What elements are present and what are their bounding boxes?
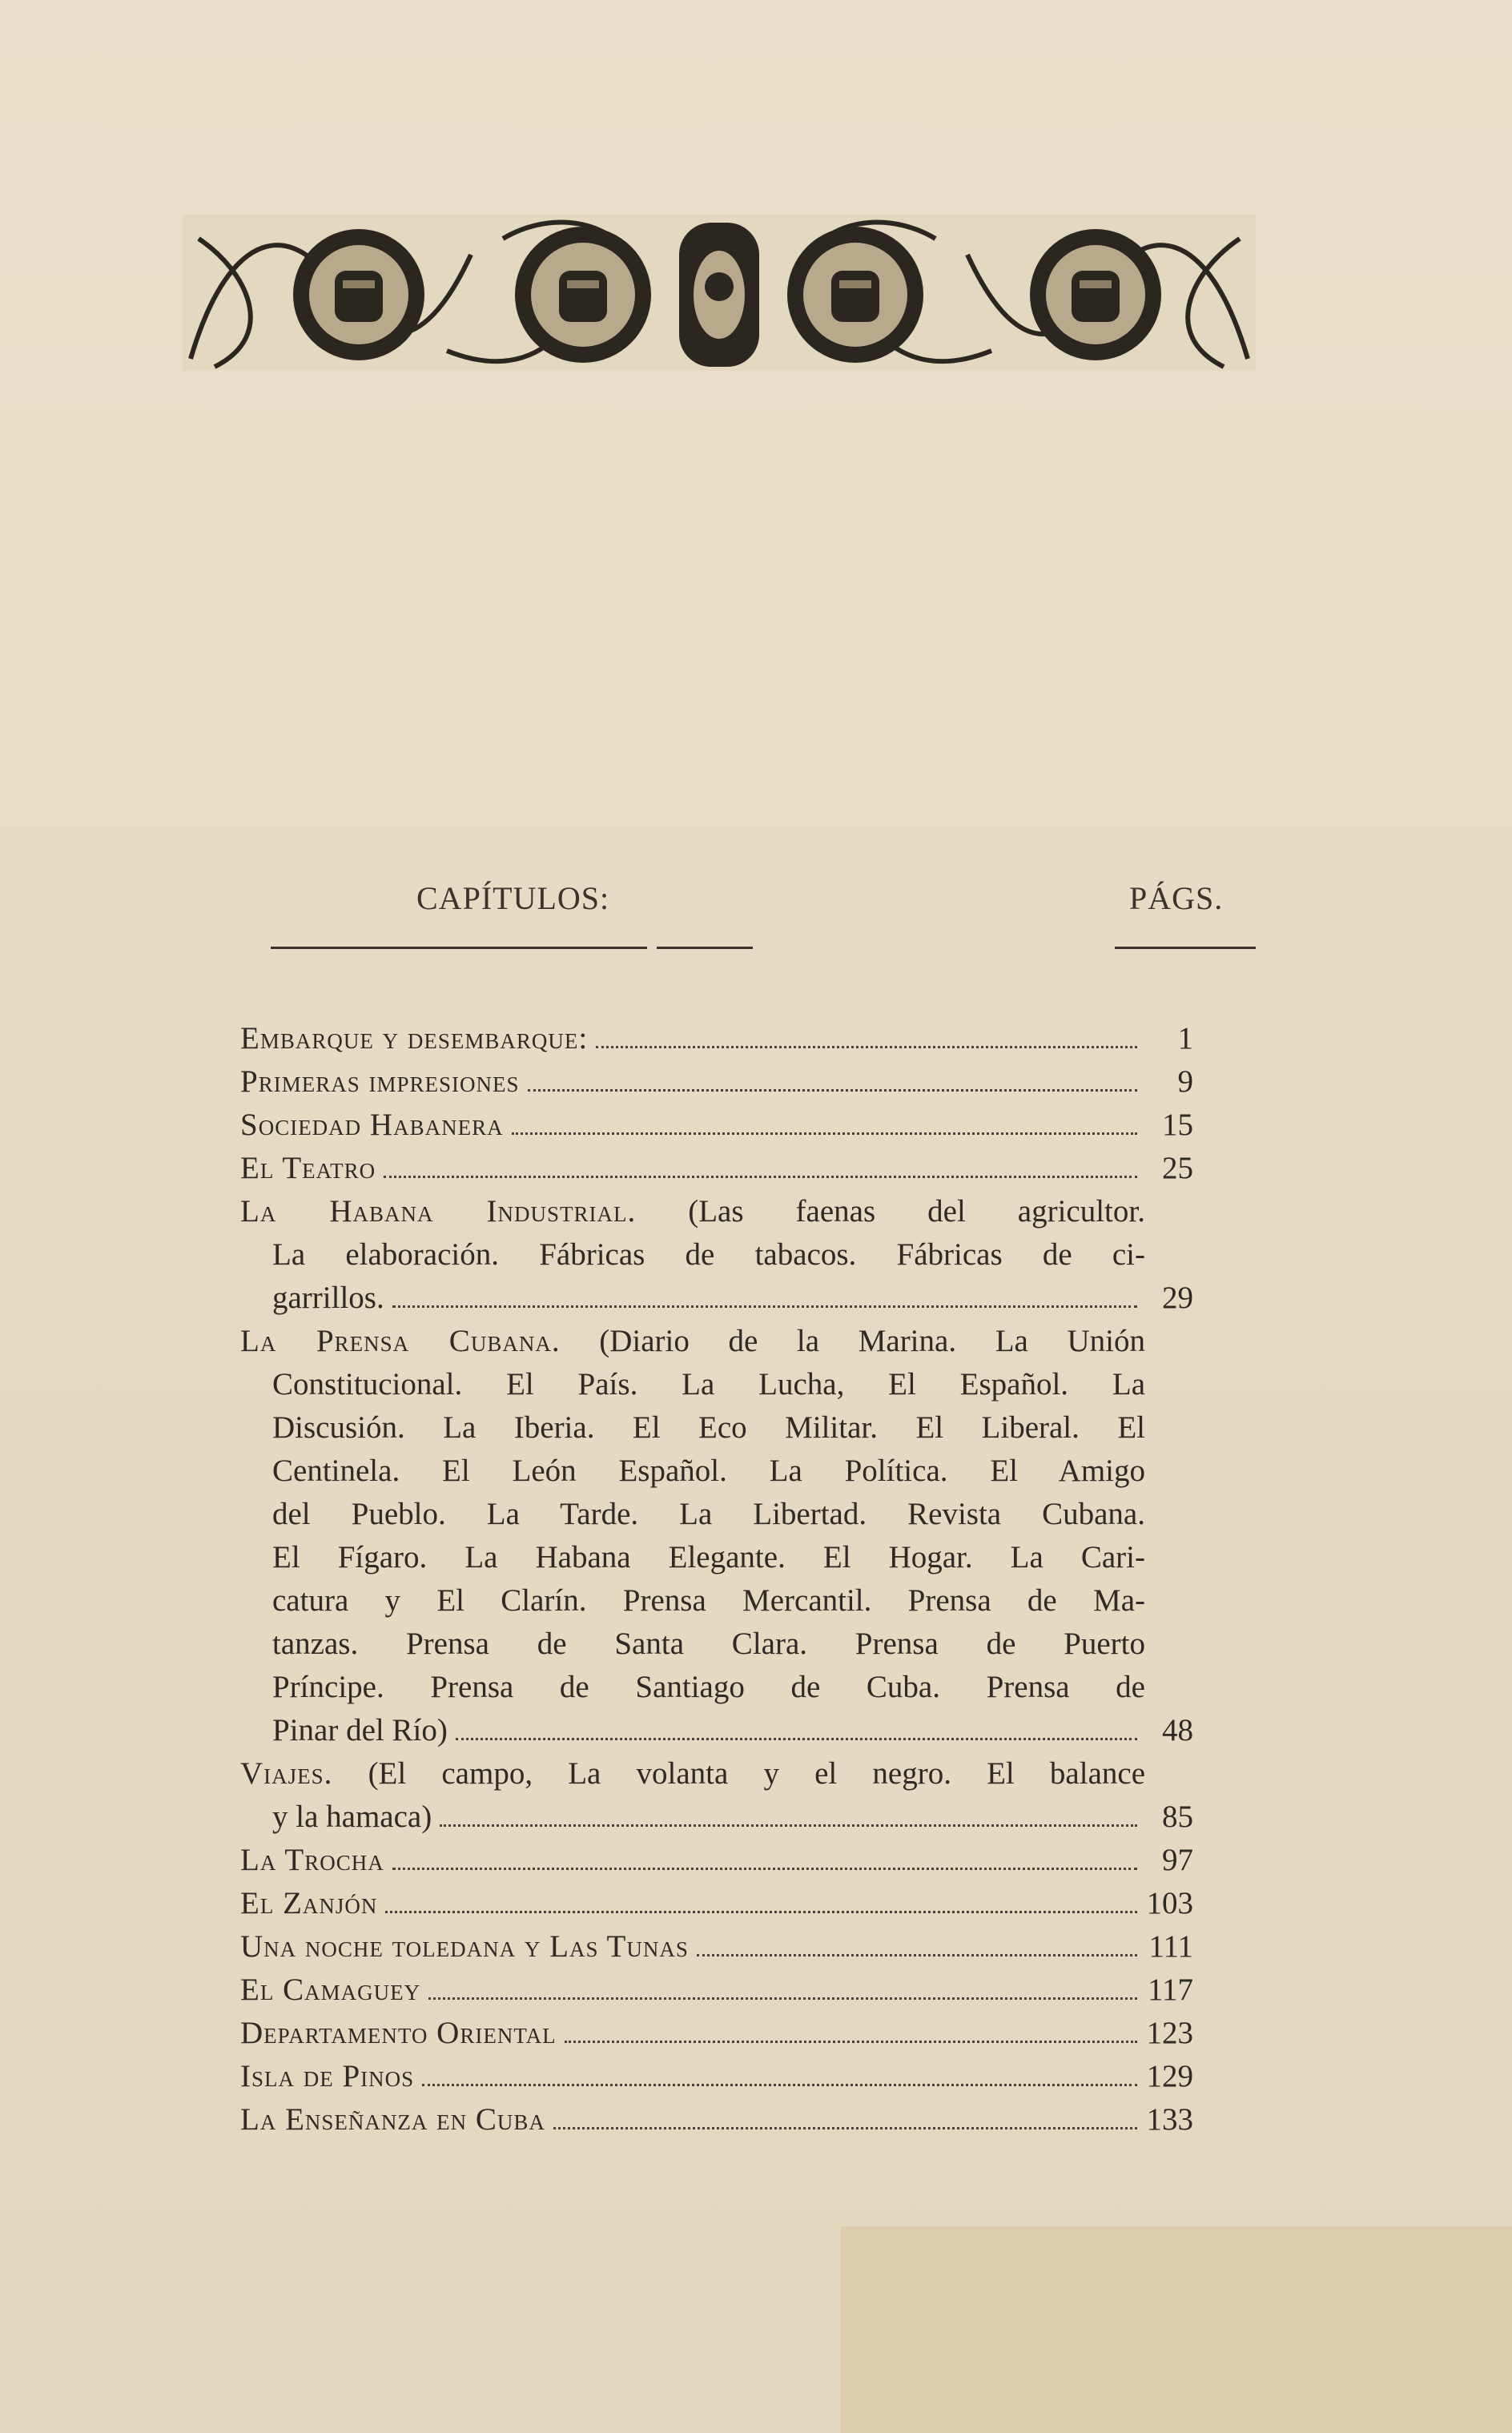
chapter-text: (Las faenas del agricultor. bbox=[636, 1194, 1145, 1229]
page-number: 15 bbox=[1162, 1108, 1193, 1142]
toc-entry bbox=[240, 1752, 1193, 1839]
toc-line bbox=[240, 1017, 1193, 1060]
pages-heading: PÁGS. bbox=[1129, 880, 1224, 916]
toc-entry bbox=[240, 2055, 1193, 2098]
dot-leader bbox=[565, 2018, 1137, 2043]
chapter-title: La Habana Industrial. bbox=[240, 1194, 637, 1229]
dot-leader bbox=[697, 1932, 1137, 1956]
chapter-title: Sociedad Habanera bbox=[240, 1108, 504, 1142]
toc-line bbox=[240, 1363, 1145, 1406]
toc-line bbox=[240, 1536, 1145, 1579]
chapter-title: El Teatro bbox=[240, 1151, 376, 1185]
dot-leader bbox=[596, 1023, 1137, 1048]
toc-line bbox=[240, 1190, 1145, 1233]
toc-line bbox=[240, 1925, 1193, 1969]
page-number: 103 bbox=[1146, 1886, 1193, 1920]
toc-entry bbox=[240, 1060, 1193, 1104]
toc-line bbox=[240, 2055, 1193, 2098]
chapter-title: Una noche toledana y Las Tunas bbox=[240, 1929, 689, 1964]
dot-leader bbox=[384, 1153, 1137, 1178]
chapter-text: Constitucional. El País. La Lucha, El Español. La bbox=[272, 1367, 1145, 1401]
toc-line bbox=[240, 1969, 1193, 2012]
chapter-text: Centinela. El León Español. La Política. El Amigo bbox=[272, 1454, 1145, 1488]
toc-entry bbox=[240, 2098, 1193, 2141]
chapter-title: Primeras impresiones bbox=[240, 1064, 520, 1099]
chapter-title: La Enseñanza en Cuba bbox=[240, 2102, 545, 2137]
toc-line bbox=[240, 1450, 1145, 1493]
toc-line bbox=[240, 1839, 1193, 1882]
dot-leader bbox=[392, 1283, 1137, 1308]
toc-entry bbox=[240, 1147, 1193, 1190]
chapter-text: (Diario de la Marina. La Unión bbox=[560, 1324, 1145, 1358]
toc-entry bbox=[240, 1104, 1193, 1147]
page-number: 123 bbox=[1146, 2016, 1193, 2050]
heading-rule-2 bbox=[657, 947, 753, 949]
toc-entry bbox=[240, 1969, 1193, 2012]
chapter-text: Pinar del Río) bbox=[272, 1713, 448, 1747]
page-number: 129 bbox=[1146, 2059, 1193, 2093]
chapter-title: El Zanjón bbox=[240, 1886, 378, 1920]
page-number: 25 bbox=[1162, 1151, 1193, 1185]
toc-line bbox=[240, 2012, 1193, 2055]
toc-line bbox=[240, 1796, 1193, 1839]
dot-leader bbox=[392, 1845, 1137, 1870]
page-number: 111 bbox=[1148, 1929, 1193, 1964]
toc-line bbox=[240, 1752, 1145, 1796]
heading-rule-3 bbox=[1115, 947, 1256, 949]
chapter-title: El Camaguey bbox=[240, 1973, 421, 2007]
chapter-text: El Fígaro. La Habana Elegante. El Hogar. La Cari- bbox=[272, 1540, 1145, 1574]
toc-line bbox=[240, 1406, 1145, 1450]
chapter-title: La Prensa Cubana. bbox=[240, 1324, 561, 1358]
chapter-title: La Trocha bbox=[240, 1843, 384, 1877]
chapter-text: Príncipe. Prensa de Santiago de Cuba. Prensa de bbox=[272, 1670, 1145, 1704]
toc-line bbox=[240, 1277, 1193, 1320]
toc-entry bbox=[240, 1839, 1193, 1882]
chapter-text: catura y El Clarín. Prensa Mercantil. Prensa de Ma- bbox=[272, 1583, 1145, 1618]
chapter-text: Discusión. La Iberia. El Eco Militar. El Liberal. El bbox=[272, 1410, 1145, 1445]
toc-line bbox=[240, 1623, 1145, 1666]
chapter-title: Viajes. bbox=[240, 1756, 333, 1791]
page-number: 1 bbox=[1177, 1021, 1193, 1056]
chapter-title: Isla de Pinos bbox=[240, 2059, 415, 2093]
chapter-title: Embarque y desembarque: bbox=[240, 1021, 589, 1056]
toc-entry bbox=[240, 1017, 1193, 1060]
dot-leader bbox=[456, 1715, 1137, 1740]
page-number: 48 bbox=[1162, 1713, 1193, 1747]
toc-line bbox=[240, 1060, 1193, 1104]
toc-line bbox=[240, 2098, 1193, 2141]
toc-entry bbox=[240, 1190, 1193, 1320]
dot-leader bbox=[553, 2105, 1137, 2129]
toc-entry bbox=[240, 1925, 1193, 1969]
ornament-band-icon bbox=[183, 207, 1256, 379]
toc-entry bbox=[240, 2012, 1193, 2055]
dot-leader bbox=[422, 2061, 1137, 2086]
toc-line bbox=[240, 1666, 1145, 1709]
paper-stain bbox=[841, 2226, 1512, 2433]
page-number: 85 bbox=[1162, 1800, 1193, 1834]
chapter-text: garrillos. bbox=[272, 1281, 384, 1315]
toc-line bbox=[240, 1147, 1193, 1190]
page-number: 117 bbox=[1147, 1973, 1193, 2007]
toc-line bbox=[240, 1493, 1145, 1536]
heading-rule-1 bbox=[271, 947, 647, 949]
dot-leader bbox=[428, 1975, 1137, 2000]
chapter-text: (El campo, La volanta y el negro. El balance bbox=[332, 1756, 1145, 1791]
toc-line bbox=[240, 1233, 1145, 1277]
page-number: 9 bbox=[1177, 1064, 1193, 1099]
toc-entry bbox=[240, 1320, 1193, 1752]
page-number: 29 bbox=[1162, 1281, 1193, 1315]
dot-leader bbox=[512, 1110, 1137, 1135]
chapter-text: del Pueblo. La Tarde. La Libertad. Revista Cubana. bbox=[272, 1497, 1145, 1531]
toc-line bbox=[240, 1579, 1145, 1623]
toc-line bbox=[240, 1320, 1145, 1363]
dot-leader bbox=[440, 1802, 1137, 1827]
toc-line bbox=[240, 1709, 1193, 1752]
chapters-heading: CAPÍTULOS: bbox=[416, 880, 610, 916]
chapter-title: Departamento Oriental bbox=[240, 2016, 557, 2050]
chapter-text: y la hamaca) bbox=[272, 1800, 432, 1834]
chapter-text: tanzas. Prensa de Santa Clara. Prensa de Puerto bbox=[272, 1627, 1145, 1661]
toc-line bbox=[240, 1104, 1193, 1147]
page-number: 97 bbox=[1162, 1843, 1193, 1877]
chapter-text: La elaboración. Fábricas de tabacos. Fábricas de ci- bbox=[272, 1237, 1145, 1272]
dot-leader bbox=[528, 1067, 1138, 1092]
dot-leader bbox=[385, 1888, 1137, 1913]
toc-line bbox=[240, 1882, 1193, 1925]
toc-entry bbox=[240, 1882, 1193, 1925]
page-number: 133 bbox=[1146, 2102, 1193, 2137]
